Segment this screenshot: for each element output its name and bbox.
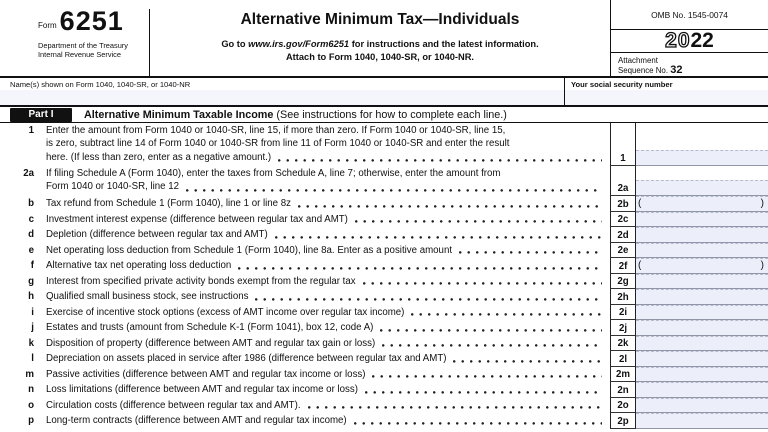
line-2a-amount-field[interactable] <box>636 180 768 195</box>
name-section <box>0 78 565 105</box>
line-text: Net operating loss deduction from Schedule 1 (Form 1040), line 8a. Enter as a positive amount <box>46 244 453 256</box>
line-description-2i <box>36 305 610 321</box>
line-number-box-2a: 2a <box>610 166 636 196</box>
line-1-amount-field[interactable] <box>636 150 768 165</box>
line-amount-cell-2m <box>636 367 768 383</box>
dot-leader <box>380 329 602 332</box>
line-description-2m <box>36 367 610 383</box>
line-text: Estates and trusts (amount from Schedule K-1 (Form 1041), box 12, code A) <box>46 322 374 334</box>
line-amount-cell-2n <box>636 382 768 398</box>
line-text: Passive activities (difference between AMT and regular tax income or loss) <box>46 368 366 380</box>
line-description-2c <box>36 212 610 228</box>
form-word: Form <box>38 21 57 30</box>
line-number-box-2j: 2j <box>610 320 636 336</box>
line-item-label-2b: b <box>28 198 34 210</box>
form-number: 6251 <box>59 6 124 36</box>
line-2e-amount-field[interactable] <box>636 243 768 258</box>
line-2o-amount-field[interactable] <box>636 398 768 413</box>
line-text: Alternative tax net operating loss deduction <box>46 260 232 272</box>
tax-year <box>611 30 768 53</box>
dot-leader <box>278 159 602 162</box>
omb-block <box>610 0 768 76</box>
part1-header-row <box>0 107 768 123</box>
form-line-2h <box>0 289 768 305</box>
title-block <box>150 0 610 76</box>
line-item-label-2p: p <box>28 415 34 427</box>
line-item-label-2d: d <box>28 229 34 241</box>
line-item-label-2f: f <box>30 260 34 272</box>
text-line <box>46 212 610 228</box>
line-number-box-2d: 2d <box>610 227 636 243</box>
line-text: Form 1040 or 1040-SR, line 12 <box>46 181 180 193</box>
omb-number: OMB No. 1545-0074 <box>611 0 768 30</box>
form-line-2j <box>0 320 768 336</box>
line-amount-cell-2g <box>636 274 768 290</box>
line-amount-cell-2k <box>636 336 768 352</box>
year-outline-digits: 20 <box>665 29 691 52</box>
line-item-label-2o: o <box>28 399 34 411</box>
line-number-box-2n: 2n <box>610 382 636 398</box>
line-2l-amount-field[interactable] <box>636 351 768 366</box>
line-item-label-1: 1 <box>28 124 34 136</box>
name-ssn-row <box>0 78 768 107</box>
line-amount-cell-2p <box>636 413 768 429</box>
dot-leader <box>459 251 602 254</box>
line-item-label-2l: l <box>31 353 34 365</box>
line-amount-cell-2b <box>636 196 768 212</box>
form-line-2c <box>0 212 768 228</box>
line-amount-cell-2f <box>636 258 768 274</box>
line-text: Enter the amount from Form 1040 or 1040-SR, line 15, if more than zero. If Form 1040 or 1040-SR, line 15, <box>46 125 506 136</box>
text-line <box>46 180 610 193</box>
line-text: Interest from specified private activity bonds exempt from the regular tax <box>46 275 356 287</box>
part1-heading-title: Alternative Minimum Taxable Income <box>84 108 274 121</box>
form-line-2f <box>0 258 768 274</box>
line-description-2l <box>36 351 610 367</box>
line-number-box-2i: 2i <box>610 305 636 321</box>
open-paren: ( <box>638 260 642 271</box>
text-line <box>46 320 610 336</box>
line-description-2g <box>36 274 610 290</box>
line-text: Depletion (difference between regular tax and AMT) <box>46 229 268 241</box>
close-paren: ) <box>760 260 764 271</box>
line-2g-amount-field[interactable] <box>636 274 768 289</box>
line-description-1 <box>36 123 610 166</box>
text-line <box>46 196 610 212</box>
dot-leader <box>255 298 602 301</box>
part1-tab: Part I <box>10 108 72 122</box>
line-item-label-2h: h <box>28 291 34 303</box>
line-text: If filing Schedule A (Form 1040), enter the taxes from Schedule A, line 7; otherwise, enter the amount from <box>46 168 501 179</box>
line-text: Circulation costs (difference between regular tax and AMT). <box>46 399 301 411</box>
line-item-label-2g: g <box>28 275 34 287</box>
line-item-label-2j: j <box>31 322 34 334</box>
form-line-2m <box>0 367 768 383</box>
text-line <box>46 124 610 137</box>
line-number-box-2g: 2g <box>610 274 636 290</box>
form-line-2a <box>0 166 768 196</box>
part1-heading <box>84 109 507 121</box>
dot-leader <box>411 313 602 316</box>
line-text: Depreciation on assets placed in service after 1986 (difference between regular tax and AMT) <box>46 353 447 365</box>
line-description-2b <box>36 196 610 212</box>
goto-suffix: for instructions and the latest information. <box>349 39 539 49</box>
line-text: Investment interest expense (difference between regular tax and AMT) <box>46 213 348 225</box>
dot-leader <box>354 422 602 425</box>
sequence-number: 32 <box>670 63 683 76</box>
line-text: Tax refund from Schedule 1 (Form 1040), line 1 or line 8z <box>46 198 291 210</box>
form-line-2o <box>0 398 768 414</box>
text-line <box>46 305 610 321</box>
line-description-2a <box>36 166 610 196</box>
form-line-2n <box>0 382 768 398</box>
text-line <box>46 351 610 367</box>
text-line <box>46 167 610 180</box>
form-title: Alternative Minimum Tax—Individuals <box>240 11 520 28</box>
attach-instruction: Attach to Form 1040, 1040-SR, or 1040-NR. <box>285 52 475 62</box>
line-2i-amount-field[interactable] <box>636 305 768 320</box>
text-line <box>46 367 610 383</box>
form-header <box>0 0 768 78</box>
text-line <box>46 413 610 429</box>
text-line <box>46 289 610 305</box>
line-2f-amount-field[interactable] <box>636 258 768 273</box>
close-paren: ) <box>760 198 764 209</box>
line-2n-amount-field[interactable] <box>636 382 768 397</box>
dot-leader <box>298 205 602 208</box>
line-number-box-2m: 2m <box>610 367 636 383</box>
dot-leader <box>355 220 602 223</box>
line-description-2o <box>36 398 610 414</box>
line-text: Exercise of incentive stock options (excess of AMT income over regular tax income) <box>46 306 405 318</box>
form-line-1 <box>0 123 768 166</box>
form-line-2d <box>0 227 768 243</box>
line-2k-amount-field[interactable] <box>636 336 768 351</box>
line-amount-cell-2o <box>636 398 768 414</box>
text-line <box>46 137 610 150</box>
text-line <box>46 382 610 398</box>
name-label: Name(s) shown on Form 1040, 1040-SR, or 1040-NR <box>10 80 191 89</box>
text-line <box>46 398 610 414</box>
line-2b-amount-field[interactable] <box>636 196 768 211</box>
text-line <box>46 258 610 274</box>
form-line-2i <box>0 305 768 321</box>
dot-leader <box>238 267 602 270</box>
ssn-input-field[interactable] <box>565 90 768 105</box>
text-line <box>46 151 610 164</box>
line-description-2h <box>36 289 610 305</box>
dot-leader <box>363 282 602 285</box>
line-2h-amount-field[interactable] <box>636 289 768 304</box>
attachment-word: Attachment <box>618 56 658 65</box>
line-description-2n <box>36 382 610 398</box>
sequence-word: Sequence No. <box>618 65 671 75</box>
line-item-label-2k: k <box>28 337 34 349</box>
text-line <box>46 274 610 290</box>
line-2m-amount-field[interactable] <box>636 367 768 382</box>
attachment-sequence <box>611 53 768 75</box>
line-text: Qualified small business stock, see instructions <box>46 291 249 303</box>
line-item-label-2e: e <box>28 244 34 256</box>
line-2j-amount-field[interactable] <box>636 320 768 335</box>
line-number-box-2c: 2c <box>610 212 636 228</box>
line-number-box-2h: 2h <box>610 289 636 305</box>
line-number-box-2e: 2e <box>610 243 636 259</box>
dot-leader <box>382 344 602 347</box>
open-paren: ( <box>638 198 642 209</box>
line-item-label-2c: c <box>28 213 34 225</box>
agency-line-2: Internal Revenue Service <box>38 50 121 59</box>
line-description-2f <box>36 258 610 274</box>
form-line-2g <box>0 274 768 290</box>
line-2d-amount-field[interactable] <box>636 227 768 242</box>
line-amount-cell-1 <box>636 123 768 166</box>
line-description-2d <box>36 227 610 243</box>
dot-leader <box>308 406 602 409</box>
ssn-section <box>565 78 768 105</box>
line-number-box-2p: 2p <box>610 413 636 429</box>
line-item-label-2n: n <box>28 384 34 396</box>
line-number-box-2f: 2f <box>610 258 636 274</box>
form-id-block <box>0 0 150 76</box>
dot-leader <box>453 360 602 363</box>
line-description-2k <box>36 336 610 352</box>
line-2c-amount-field[interactable] <box>636 212 768 227</box>
line-text: Disposition of property (difference between AMT and regular tax gain or loss) <box>46 337 376 349</box>
line-number-box-2k: 2k <box>610 336 636 352</box>
name-input-field[interactable] <box>0 90 564 105</box>
line-description-2e <box>36 243 610 259</box>
line-text: Loss limitations (difference between AMT and regular tax income or loss) <box>46 384 358 396</box>
line-amount-cell-2i <box>636 305 768 321</box>
part1-heading-note: (See instructions for how to complete each line.) <box>273 108 507 121</box>
form-line-2k <box>0 336 768 352</box>
line-text: Long-term contracts (difference between AMT and regular tax income) <box>46 415 347 427</box>
year-bold-digits: 22 <box>690 29 714 52</box>
form-lines-table <box>0 123 768 429</box>
line-description-2p <box>36 413 610 429</box>
line-number-box-2l: 2l <box>610 351 636 367</box>
agency-line-1: Department of the Treasury <box>38 41 128 50</box>
line-amount-cell-2e <box>636 243 768 259</box>
text-line <box>46 227 610 243</box>
form6251-url-link[interactable]: www.irs.gov/Form6251 <box>248 39 350 49</box>
form-line-2p <box>0 413 768 429</box>
line-amount-cell-2l <box>636 351 768 367</box>
dot-leader <box>275 236 602 239</box>
line-item-label-2a: 2a <box>23 167 34 179</box>
text-line <box>46 336 610 352</box>
text-line <box>46 243 610 259</box>
form-line-2b <box>0 196 768 212</box>
dot-leader <box>365 391 602 394</box>
ssn-label: Your social security number <box>571 80 673 89</box>
dot-leader <box>372 375 602 378</box>
line-number-box-2b: 2b <box>610 196 636 212</box>
line-amount-cell-2a <box>636 166 768 196</box>
line-amount-cell-2d <box>636 227 768 243</box>
form-line-2l <box>0 351 768 367</box>
line-amount-cell-2c <box>636 212 768 228</box>
line-number-box-2o: 2o <box>610 398 636 414</box>
line-description-2j <box>36 320 610 336</box>
goto-prefix: Go to <box>221 39 249 49</box>
line-text: is zero, subtract line 14 of Form 1040 or 1040-SR from line 11 of Form 1040 or 1040-SR and enter the result <box>46 138 510 150</box>
line-amount-cell-2h <box>636 289 768 305</box>
goto-instruction <box>150 39 610 49</box>
line-item-label-2i: i <box>31 306 34 318</box>
line-item-label-2m: m <box>25 368 34 380</box>
line-2p-amount-field[interactable] <box>636 413 768 428</box>
dot-leader <box>186 189 602 192</box>
line-text: here. (If less than zero, enter as a negative amount.) <box>46 151 272 163</box>
line-number-box-1: 1 <box>610 123 636 166</box>
line-amount-cell-2j <box>636 320 768 336</box>
form-line-2e <box>0 243 768 259</box>
